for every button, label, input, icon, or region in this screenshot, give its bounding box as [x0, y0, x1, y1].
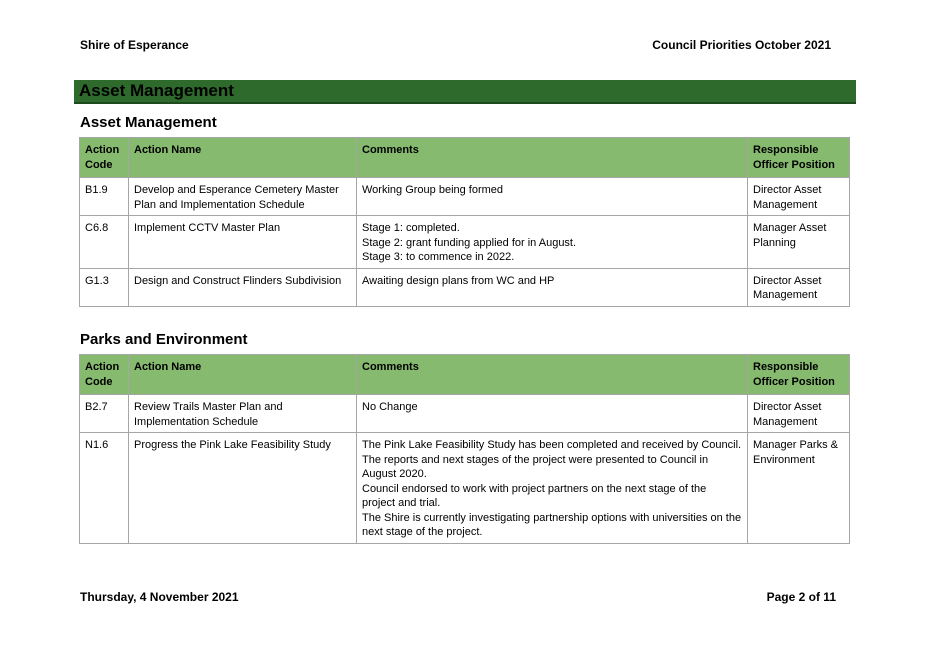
column-header-officer: Responsible Officer Position: [748, 355, 850, 395]
officer-cell: Director Asset Management: [748, 268, 850, 306]
column-header-comments: Comments: [357, 355, 748, 395]
comments-cell: [357, 268, 748, 306]
table-header-row: [80, 355, 850, 395]
comments-cell: [357, 395, 748, 433]
action-name-cell: Design and Construct Flinders Subdivision: [129, 268, 357, 306]
comments-cell: [357, 178, 748, 216]
officer-cell: Manager Parks & Environment: [748, 433, 850, 544]
action-code-cell: C6.8: [80, 216, 129, 269]
column-header-name: Action Name: [129, 138, 357, 178]
comment-line: No Change: [362, 401, 418, 413]
document-header-title: Council Priorities October 2021: [652, 38, 831, 52]
column-header-name: Action Name: [129, 355, 357, 395]
comment-line: Stage 3: to commence in 2022.: [362, 251, 515, 263]
document-header-organization: Shire of Esperance: [80, 38, 189, 52]
table-row: [80, 395, 850, 433]
action-name-cell: Review Trails Master Plan and Implementation Schedule: [129, 395, 357, 433]
comment-line: Council endorsed to work with project partners on the next stage of the project and trial.: [362, 482, 707, 509]
column-header-comments: Comments: [357, 138, 748, 178]
comments-cell: [357, 216, 748, 269]
comment-line: The Shire is currently investigating partnership options with universities on the next stage of the project.: [362, 511, 742, 538]
action-code-cell: G1.3: [80, 268, 129, 306]
priorities-table-parks-environment: [79, 354, 850, 544]
table-row: [80, 178, 850, 216]
column-header-code: Action Code: [80, 138, 129, 178]
officer-cell: Director Asset Management: [748, 178, 850, 216]
priorities-table-asset-management: [79, 137, 850, 307]
column-header-officer: Responsible Officer Position: [748, 138, 850, 178]
officer-cell: Director Asset Management: [748, 395, 850, 433]
table-row: [80, 268, 850, 306]
action-name-cell: Progress the Pink Lake Feasibility Study: [129, 433, 357, 544]
action-code-cell: B2.7: [80, 395, 129, 433]
officer-cell: Manager Asset Planning: [748, 216, 850, 269]
comment-line: Working Group being formed: [362, 184, 504, 196]
action-code-cell: B1.9: [80, 178, 129, 216]
comment-line: Stage 1: completed.: [362, 222, 460, 234]
table-row: [80, 433, 850, 544]
footer-page-number: Page 2 of 11: [766, 590, 836, 604]
subheading-parks-environment: Parks and Environment: [80, 331, 248, 348]
comment-line: Stage 2: grant funding applied for in August.: [362, 236, 577, 249]
comment-line: Awaiting design plans from WC and HP: [362, 274, 555, 287]
column-header-code: Action Code: [80, 355, 129, 395]
action-code-cell: N1.6: [80, 433, 129, 544]
comment-line: The Pink Lake Feasibility Study has been completed and received by Council. The reports and next stages of the project were presented to Council in August 2020.: [362, 439, 742, 480]
table-header-row: [80, 138, 850, 178]
comments-cell: [357, 433, 748, 544]
table-row: [80, 216, 850, 269]
subheading-asset-management: Asset Management: [80, 114, 217, 131]
footer-date: Thursday, 4 November 2021: [80, 590, 239, 604]
action-name-cell: Implement CCTV Master Plan: [129, 216, 357, 269]
action-name-cell: Develop and Esperance Cemetery Master Plan and Implementation Schedule: [129, 178, 357, 216]
section-banner: [74, 80, 856, 104]
section-banner-title: Asset Management: [79, 81, 234, 100]
